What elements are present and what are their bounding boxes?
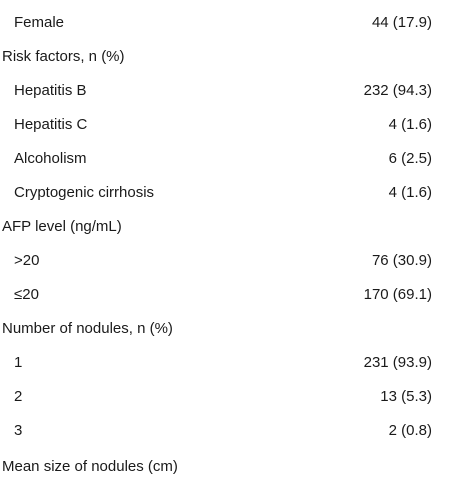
- row-value: 4 (1.6): [388, 184, 432, 201]
- row-label: Cryptogenic cirrhosis: [14, 184, 155, 201]
- row-label: >20: [14, 252, 40, 269]
- section-label: AFP level (ng/mL): [2, 218, 122, 235]
- table-row-alcoholism: [0, 142, 474, 176]
- section-header-mean-size-of-nodules: [0, 450, 474, 484]
- table-row-nodules-2: [0, 380, 474, 414]
- row-value: 232 (94.3): [363, 82, 432, 99]
- table-row-afp-over-20: [0, 244, 474, 278]
- section-label: Risk factors, n (%): [2, 48, 125, 65]
- row-label: Female: [14, 14, 65, 31]
- table-row-hepatitis-c: [0, 108, 474, 142]
- section-header-afp-level: [0, 210, 474, 244]
- row-label: Hepatitis C: [14, 116, 88, 133]
- row-value: 231 (93.9): [363, 354, 432, 371]
- row-value: 2 (0.8): [388, 422, 432, 439]
- table-row-nodules-1: [0, 346, 474, 380]
- row-value: 44 (17.9): [371, 14, 432, 31]
- row-label: Alcoholism: [14, 150, 87, 167]
- row-label: 3: [14, 422, 23, 439]
- table-row-cryptogenic-cirrhosis: [0, 176, 474, 210]
- section-label: Number of nodules, n (%): [2, 320, 173, 337]
- row-label: Hepatitis B: [14, 82, 87, 99]
- section-label: Mean size of nodules (cm): [2, 458, 178, 475]
- table-row-female: [0, 6, 474, 40]
- row-value: 170 (69.1): [363, 286, 432, 303]
- row-value: 4 (1.6): [388, 116, 432, 133]
- row-value: 76 (30.9): [371, 252, 432, 269]
- table-row-afp-under-20: [0, 278, 474, 312]
- section-header-number-of-nodules: [0, 312, 474, 346]
- row-value: 13 (5.3): [380, 388, 432, 405]
- row-label: 2: [14, 388, 23, 405]
- table-row-nodules-3: [0, 414, 474, 448]
- row-label: ≤20: [14, 286, 39, 303]
- row-label: 1: [14, 354, 23, 371]
- row-value: 6 (2.5): [388, 150, 432, 167]
- table-row-hepatitis-b: [0, 74, 474, 108]
- section-header-risk-factors: [0, 40, 474, 74]
